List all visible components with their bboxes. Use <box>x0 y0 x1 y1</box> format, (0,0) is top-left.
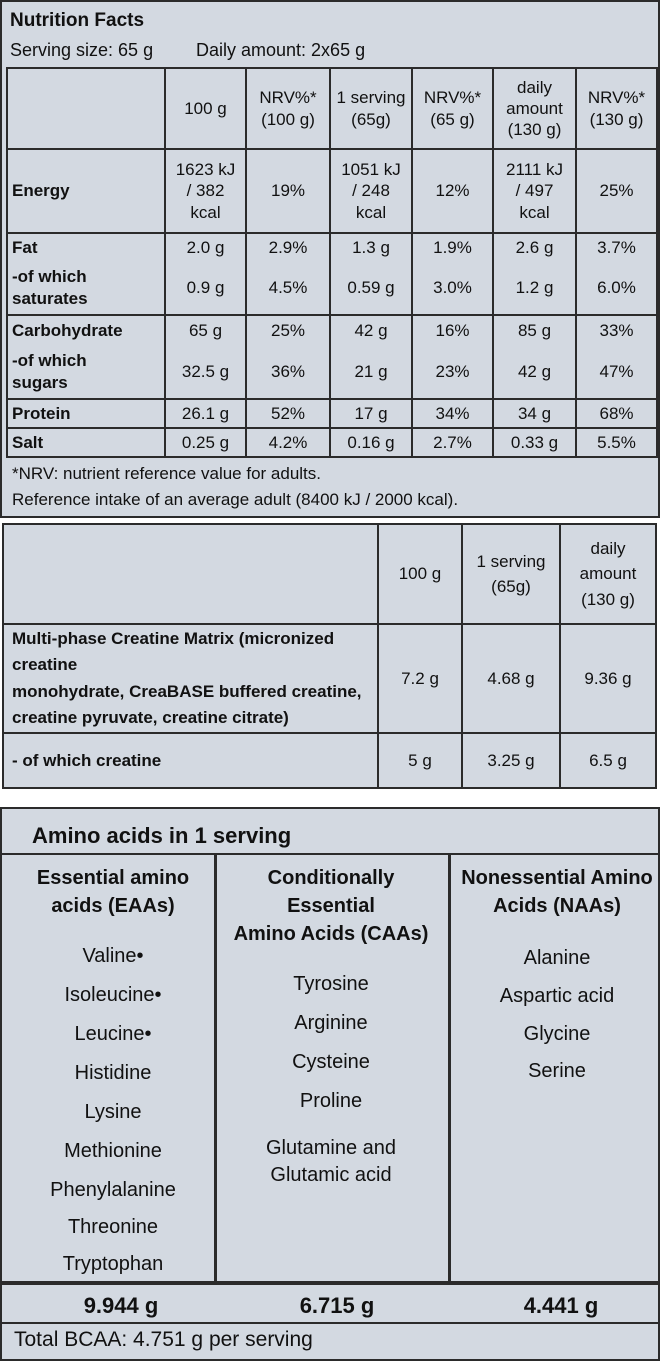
table-row <box>3 733 656 788</box>
table-cell: 23% <box>412 345 493 399</box>
table-row <box>7 149 657 233</box>
list-item: Leucine• <box>74 1023 152 1045</box>
table-cell: 42 g <box>493 345 576 399</box>
header-cell: 100 g <box>378 524 462 624</box>
table-cell: 33% <box>576 315 657 345</box>
list-item: Aspartic acid <box>499 985 615 1007</box>
list-item: Serine <box>528 1060 586 1082</box>
column-heading: Conditionally Essential Amino Acids (CAAs) <box>233 867 429 945</box>
table-cell: 32.5 g <box>165 345 246 399</box>
nrv-footnote: *NRV: nutrient reference value for adults. <box>12 464 321 483</box>
naa-total: 4.441 g <box>523 1293 599 1318</box>
amino-acids-panel <box>0 807 660 1361</box>
list-item: Isoleucine• <box>64 984 162 1006</box>
table-row <box>7 261 657 315</box>
table-cell: 2.0 g <box>165 233 246 261</box>
table-row <box>7 315 657 345</box>
table-cell: 25% <box>246 315 330 345</box>
divider <box>448 855 451 1281</box>
table-cell: 0.59 g <box>330 261 412 315</box>
table-cell: 1.3 g <box>330 233 412 261</box>
table-row <box>7 233 657 261</box>
row-label: Fat <box>7 233 165 261</box>
table-row <box>7 428 657 457</box>
row-label: -of which sugars <box>7 345 165 399</box>
list-item: Methionine <box>64 1140 162 1162</box>
divider <box>2 1322 658 1324</box>
list-item: Valine• <box>82 945 144 967</box>
table-cell: 47% <box>576 345 657 399</box>
table-cell: 3.7% <box>576 233 657 261</box>
creatine-table <box>2 523 657 789</box>
list-item: Proline <box>299 1090 363 1112</box>
table-cell: 6.0% <box>576 261 657 315</box>
table-cell: 17 g <box>330 399 412 428</box>
table-cell: 12% <box>412 149 493 233</box>
table-cell: 26.1 g <box>165 399 246 428</box>
serving-size: Serving size: 65 g <box>10 40 154 60</box>
table-cell: 6.5 g <box>560 733 656 788</box>
table-cell: 4.2% <box>246 428 330 457</box>
table-cell: 1.2 g <box>493 261 576 315</box>
table-cell: 21 g <box>330 345 412 399</box>
list-item: Cysteine <box>292 1051 370 1073</box>
header-cell: NRV%* (130 g) <box>576 68 657 149</box>
row-label: Protein <box>7 399 165 428</box>
list-item: Arginine <box>294 1012 368 1034</box>
amino-title: Amino acids in 1 serving <box>32 823 292 848</box>
list-item: Phenylalanine <box>50 1179 176 1201</box>
total-bcaa: Total BCAA: 4.751 g per serving <box>14 1328 313 1351</box>
header-cell: 1 serving (65g) <box>462 524 560 624</box>
header-cell: 100 g <box>165 68 246 149</box>
table-cell: 65 g <box>165 315 246 345</box>
row-label: -of which saturates <box>7 261 165 315</box>
list-item: Glycine <box>523 1023 591 1045</box>
header-cell: daily amount (130 g) <box>560 524 656 624</box>
row-label: Salt <box>7 428 165 457</box>
table-cell: 0.33 g <box>493 428 576 457</box>
nutrition-facts-panel <box>0 0 660 518</box>
caa-column <box>226 855 436 1189</box>
nutrition-table <box>6 67 658 458</box>
table-row <box>7 399 657 428</box>
eaa-total: 9.944 g <box>83 1293 159 1318</box>
table-cell: 2.9% <box>246 233 330 261</box>
row-label: - of which creatine <box>3 733 378 788</box>
list-item: Alanine <box>523 947 591 969</box>
table-cell: 0.16 g <box>330 428 412 457</box>
amino-list <box>226 965 436 1189</box>
table-cell: 19% <box>246 149 330 233</box>
row-label: Multi-phase Creatine Matrix (micronized creatine monohydrate, CreaBASE buffered creatine, creatine pyruvate, creatine citrate) <box>3 624 378 733</box>
table-cell: 5.5% <box>576 428 657 457</box>
table-cell: 0.25 g <box>165 428 246 457</box>
nutrition-header-row <box>7 68 657 149</box>
header-cell <box>7 68 165 149</box>
table-cell: 4.5% <box>246 261 330 315</box>
table-cell: 2.7% <box>412 428 493 457</box>
table-cell: 1.9% <box>412 233 493 261</box>
amino-list <box>452 939 660 1089</box>
header-cell: 1 serving (65g) <box>330 68 412 149</box>
list-item: Tryptophan <box>62 1253 164 1275</box>
nutrition-title: Nutrition Facts <box>10 10 145 31</box>
eaa-column <box>8 855 218 1282</box>
row-label: Energy <box>7 149 165 233</box>
amino-list <box>8 937 218 1282</box>
table-cell: 1623 kJ / 382 kcal <box>165 149 246 233</box>
header-cell <box>3 524 378 624</box>
header-cell: daily amount (130 g) <box>493 68 576 149</box>
daily-amount: Daily amount: 2x65 g <box>196 40 366 60</box>
table-cell: 1051 kJ / 248 kcal <box>330 149 412 233</box>
table-cell: 9.36 g <box>560 624 656 733</box>
list-item: Tyrosine <box>293 973 369 995</box>
table-cell: 52% <box>246 399 330 428</box>
table-cell: 34 g <box>493 399 576 428</box>
naa-column <box>452 855 660 1089</box>
table-cell: 7.2 g <box>378 624 462 733</box>
divider <box>2 1281 658 1285</box>
reference-intake-note: Reference intake of an average adult (8400 kJ / 2000 kcal). <box>12 490 459 509</box>
table-cell: 34% <box>412 399 493 428</box>
list-item: Threonine <box>67 1216 159 1238</box>
table-cell: 0.9 g <box>165 261 246 315</box>
table-cell: 3.0% <box>412 261 493 315</box>
column-heading: Nonessential Amino Acids (NAAs) <box>461 867 653 917</box>
list-item: Histidine <box>74 1062 152 1084</box>
table-cell: 2111 kJ / 497 kcal <box>493 149 576 233</box>
creatine-header-row <box>3 524 656 624</box>
list-item: Glutamine and Glutamic acid <box>265 1137 397 1186</box>
caa-total: 6.715 g <box>299 1293 375 1318</box>
table-cell: 42 g <box>330 315 412 345</box>
header-cell: NRV%* (65 g) <box>412 68 493 149</box>
table-cell: 85 g <box>493 315 576 345</box>
table-cell: 2.6 g <box>493 233 576 261</box>
table-cell: 68% <box>576 399 657 428</box>
table-cell: 5 g <box>378 733 462 788</box>
table-row <box>3 624 656 733</box>
row-label: Carbohydrate <box>7 315 165 345</box>
table-row <box>7 345 657 399</box>
table-cell: 3.25 g <box>462 733 560 788</box>
column-heading: Essential amino acids (EAAs) <box>36 867 190 917</box>
table-cell: 4.68 g <box>462 624 560 733</box>
table-cell: 36% <box>246 345 330 399</box>
header-cell: NRV%* (100 g) <box>246 68 330 149</box>
table-cell: 25% <box>576 149 657 233</box>
table-cell: 16% <box>412 315 493 345</box>
list-item: Lysine <box>84 1101 142 1123</box>
